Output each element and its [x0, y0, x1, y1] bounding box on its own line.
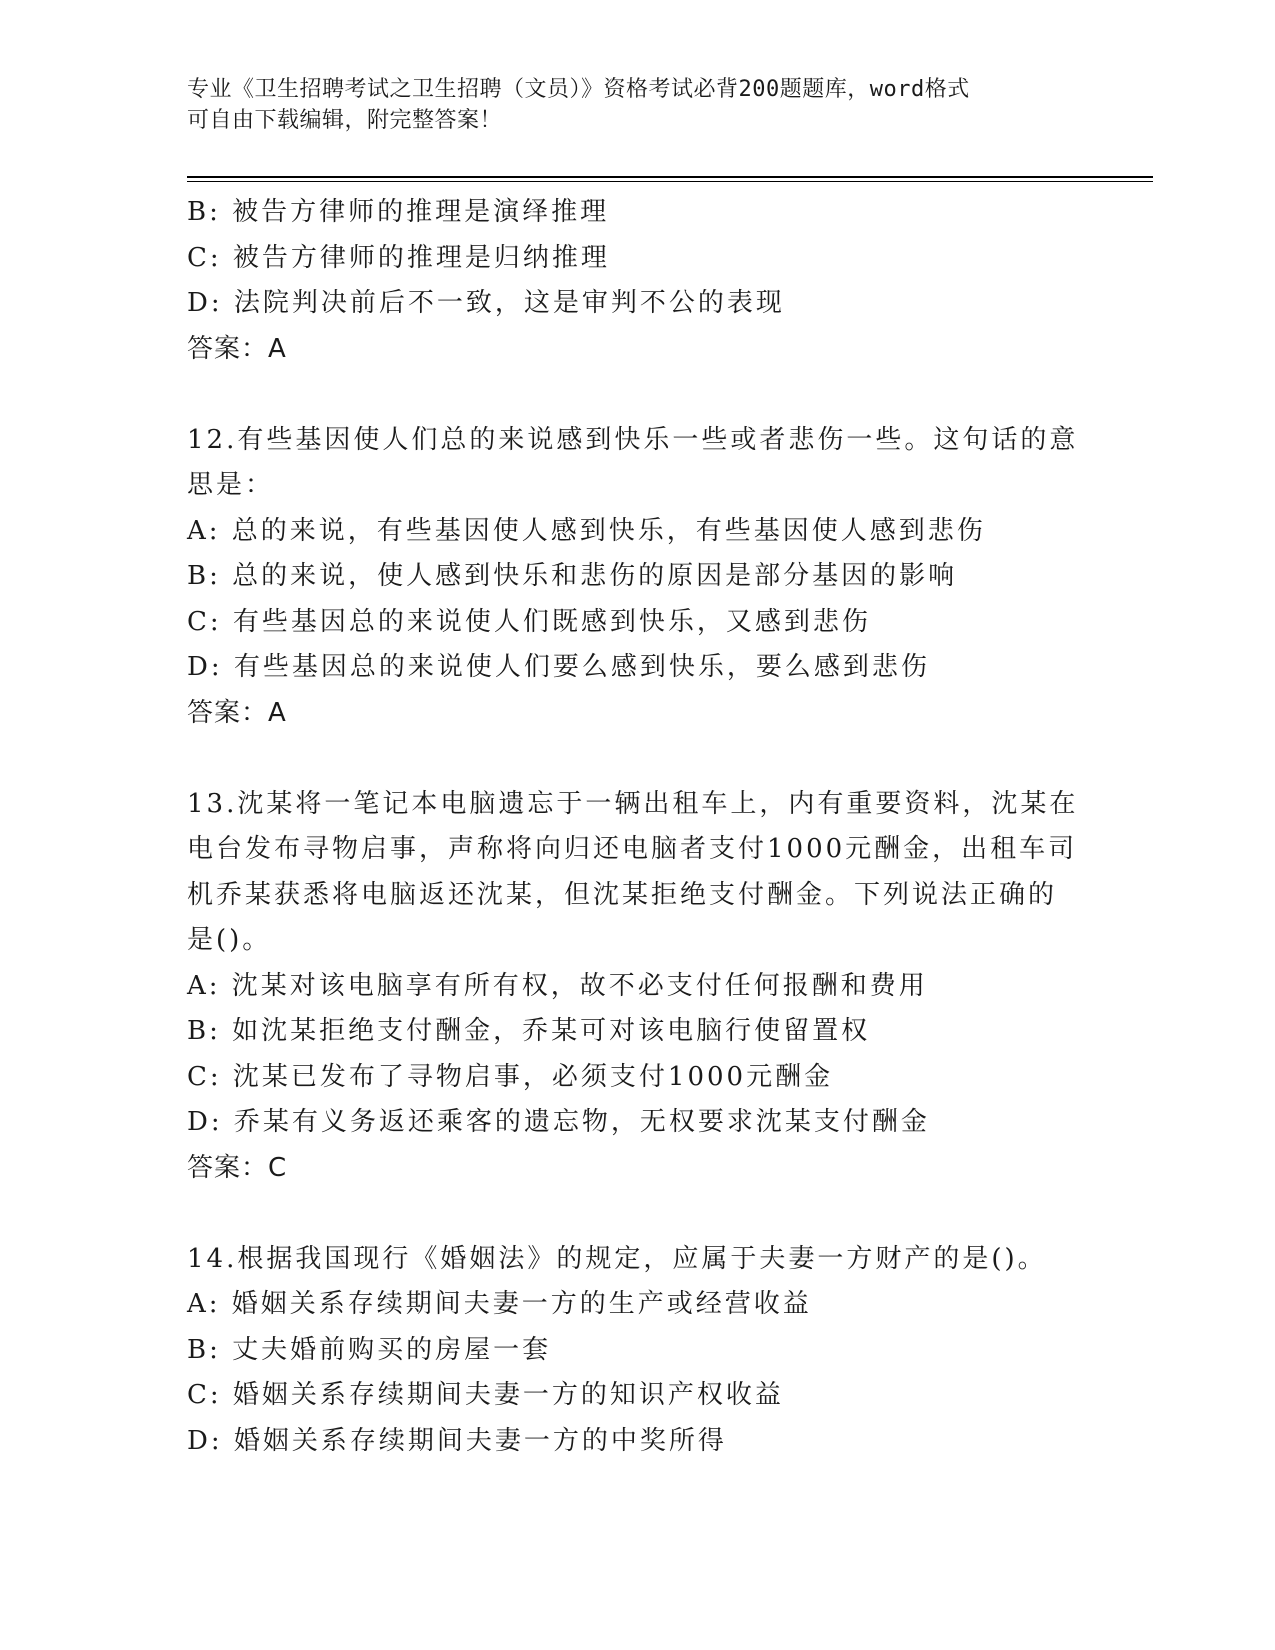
question-stem: 12.有些基因使人们总的来说感到快乐一些或者悲伤一些。这句话的意	[187, 424, 1079, 455]
question-stem: 14.根据我国现行《婚姻法》的规定，应属于夫妻一方财产的是()。	[187, 1243, 1047, 1274]
option-c: C: 被告方律师的推理是归纳推理	[187, 242, 610, 273]
option-b: B: 总的来说，使人感到快乐和悲伤的原因是部分基因的影响	[187, 561, 958, 591]
spacer	[187, 372, 1087, 418]
question-11-continued	[187, 190, 1087, 372]
question-stem: 机乔某获悉将电脑返还沈某，但沈某拒绝支付酬金。下列说法正确的	[187, 879, 1058, 910]
question-stem: 电台发布寻物启事，声称将向归还电脑者支付1000元酬金，出租车司	[187, 834, 1078, 864]
option-a: A: 婚姻关系存续期间夫妻一方的生产或经营收益	[187, 1289, 812, 1319]
answer: 答案：A	[187, 697, 287, 728]
option-c: C: 有些基因总的来说使人们既感到快乐，又感到悲伤	[187, 606, 871, 637]
question-stem: 是()。	[187, 925, 272, 955]
header-line-2: 可自由下载编辑，附完整答案！	[187, 108, 503, 133]
option-d: D: 乔某有义务返还乘客的遗忘物，无权要求沈某支付酬金	[187, 1107, 930, 1137]
header-line-1: 专业《卫生招聘考试之卫生招聘（文员）》资格考试必背200题题库，word格式	[187, 77, 970, 102]
option-d: D: 婚姻关系存续期间夫妻一方的中奖所得	[187, 1425, 727, 1456]
option-c: C: 沈某已发布了寻物启事，必须支付1000元酬金	[187, 1061, 834, 1092]
option-a: A: 总的来说，有些基因使人感到快乐，有些基因使人感到悲伤	[187, 515, 986, 546]
question-13	[187, 782, 1087, 1192]
question-12	[187, 418, 1087, 737]
document-header	[187, 74, 1067, 136]
spacer	[187, 736, 1087, 782]
option-d: D: 法院判决前后不一致，这是审判不公的表现	[187, 288, 785, 318]
option-b: B: 如沈某拒绝支付酬金，乔某可对该电脑行使留置权	[187, 1016, 871, 1046]
header-divider	[187, 176, 1153, 182]
option-a: A: 沈某对该电脑享有所有权，故不必支付任何报酬和费用	[187, 970, 928, 1001]
option-c: C: 婚姻关系存续期间夫妻一方的知识产权收益	[187, 1380, 784, 1410]
question-list	[187, 190, 1087, 1464]
option-b: B: 被告方律师的推理是演绎推理	[187, 197, 610, 227]
option-d: D: 有些基因总的来说使人们要么感到快乐，要么感到悲伤	[187, 652, 930, 682]
answer: 答案：C	[187, 1152, 288, 1183]
question-stem: 13.沈某将一笔记本电脑遗忘于一辆出租车上，内有重要资料，沈某在	[187, 788, 1079, 819]
option-b: B: 丈夫婚前购买的房屋一套	[187, 1334, 552, 1365]
question-14	[187, 1237, 1087, 1465]
answer: 答案：A	[187, 333, 287, 364]
question-stem: 思是：	[187, 470, 275, 500]
spacer	[187, 1191, 1087, 1237]
